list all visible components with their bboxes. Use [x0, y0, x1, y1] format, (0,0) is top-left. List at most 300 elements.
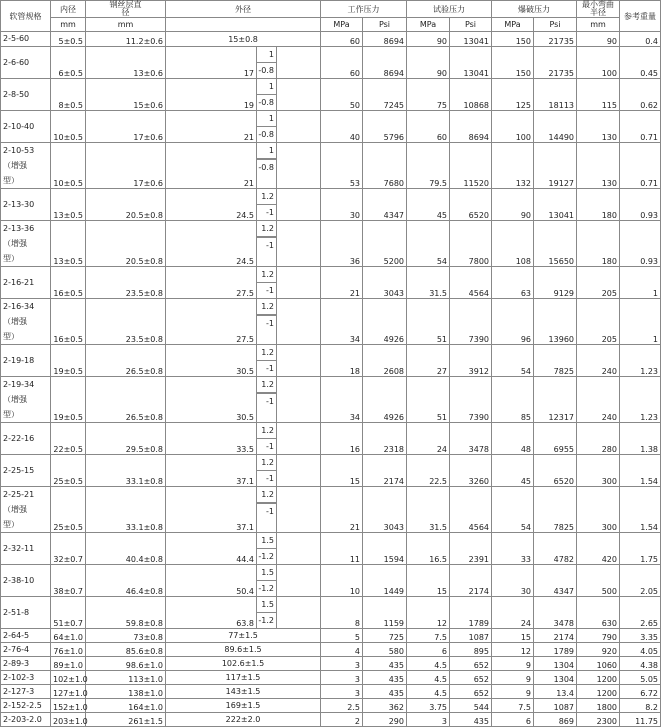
cell-burst-mpa: 24: [492, 597, 534, 629]
tolerance-lower: -1.2: [258, 584, 274, 593]
table-row: [1, 455, 661, 487]
cell-burst-mpa: 6: [492, 713, 534, 727]
tolerance-upper: 1.2: [257, 377, 276, 393]
cell-inner-diameter: 152±1.0: [51, 699, 86, 713]
cell-wire-diameter: 15±0.6: [86, 79, 166, 111]
cell-wire-diameter: 164±1.0: [86, 699, 166, 713]
cell-working-mpa: 10: [321, 565, 363, 597]
table-row: [1, 685, 661, 699]
cell-working-mpa: 30: [321, 189, 363, 221]
cell-burst-psi: 12317: [534, 377, 577, 423]
cell-working-psi: 4926: [363, 377, 407, 423]
cell-wire-diameter: 98.6±1.0: [86, 657, 166, 671]
cell-test-psi: 3260: [450, 455, 492, 487]
cell-min-bend: 130: [577, 111, 620, 143]
cell-burst-psi: 15650: [534, 221, 577, 267]
cell-burst-mpa: 9: [492, 671, 534, 685]
cell-working-mpa: 4: [321, 643, 363, 657]
cell-inner-diameter: 6±0.5: [51, 47, 86, 79]
cell-working-psi: 4347: [363, 189, 407, 221]
header-inner-diameter: 内径: [51, 1, 86, 18]
cell-outer-diameter: 21: [166, 111, 257, 143]
cell-working-mpa: 36: [321, 221, 363, 267]
cell-test-mpa: 51: [407, 299, 450, 345]
model-line: （增强: [3, 395, 27, 404]
cell-burst-psi: 1087: [534, 699, 577, 713]
cell-burst-mpa: 132: [492, 143, 534, 189]
cell-tolerance: [257, 189, 277, 221]
cell-weight: 2.05: [620, 565, 661, 597]
tolerance-upper: 1: [257, 143, 276, 159]
cell-test-mpa: 79.5: [407, 143, 450, 189]
cell-outer-spacer: [277, 455, 321, 487]
cell-weight: 6.72: [620, 685, 661, 699]
cell-tolerance: [257, 565, 277, 597]
cell-tolerance: [257, 533, 277, 565]
model-line: 型）: [3, 332, 19, 341]
cell-wire-diameter: 26.5±0.8: [86, 377, 166, 423]
tolerance-lower: -1: [266, 397, 274, 406]
cell-test-mpa: 31.5: [407, 487, 450, 533]
header-weight: 参考重量: [620, 1, 661, 32]
cell-weight: 2.65: [620, 597, 661, 629]
cell-model: [1, 597, 51, 629]
cell-inner-diameter: 38±0.7: [51, 565, 86, 597]
cell-inner-diameter: 8±0.5: [51, 79, 86, 111]
cell-min-bend: 115: [577, 79, 620, 111]
cell-burst-psi: 13960: [534, 299, 577, 345]
cell-working-psi: 362: [363, 699, 407, 713]
cell-working-mpa: 2.5: [321, 699, 363, 713]
cell-model: [1, 299, 51, 345]
cell-inner-diameter: 13±0.5: [51, 221, 86, 267]
cell-working-mpa: 3: [321, 685, 363, 699]
cell-model: [1, 189, 51, 221]
cell-wire-diameter: 20.5±0.8: [86, 221, 166, 267]
cell-inner-diameter: 127±1.0: [51, 685, 86, 699]
model-line: 2-19-18: [3, 355, 35, 365]
cell-burst-psi: 869: [534, 713, 577, 727]
cell-min-bend: 420: [577, 533, 620, 565]
cell-working-psi: 5200: [363, 221, 407, 267]
cell-working-psi: 5796: [363, 111, 407, 143]
cell-burst-mpa: 15: [492, 629, 534, 643]
cell-inner-diameter: 19±0.5: [51, 345, 86, 377]
cell-burst-psi: 21735: [534, 32, 577, 47]
model-line: 2-16-21: [3, 277, 35, 287]
tolerance-lower: -1: [266, 241, 274, 250]
cell-wire-diameter: 46.4±0.8: [86, 565, 166, 597]
cell-outer-spacer: [277, 377, 321, 423]
cell-inner-diameter: 64±1.0: [51, 629, 86, 643]
cell-outer-diameter: 37.1: [166, 487, 257, 533]
cell-outer-spacer: [277, 267, 321, 299]
table-row: [1, 377, 661, 423]
cell-inner-diameter: 10±0.5: [51, 111, 86, 143]
cell-tolerance: [257, 487, 277, 533]
table-row: [1, 47, 661, 79]
cell-tolerance: [257, 299, 277, 345]
model-line: 型）: [3, 176, 19, 185]
tolerance-upper: 1.5: [257, 597, 276, 613]
cell-burst-mpa: 63: [492, 267, 534, 299]
cell-test-psi: 3478: [450, 423, 492, 455]
cell-wire-diameter: 23.5±0.8: [86, 267, 166, 299]
header-wire-layer: [86, 1, 166, 18]
cell-tolerance: [257, 377, 277, 423]
cell-burst-psi: 19127: [534, 143, 577, 189]
cell-test-psi: 7390: [450, 299, 492, 345]
cell-working-mpa: 34: [321, 299, 363, 345]
model-line: 2-10-53: [3, 146, 35, 155]
cell-wire-diameter: 17±0.6: [86, 111, 166, 143]
cell-working-mpa: 40: [321, 111, 363, 143]
cell-weight: 1: [620, 267, 661, 299]
cell-test-psi: 1789: [450, 597, 492, 629]
cell-working-mpa: 8: [321, 597, 363, 629]
cell-min-bend: 240: [577, 345, 620, 377]
model-line: 2-38-10: [3, 575, 35, 585]
cell-wire-diameter: 13±0.6: [86, 47, 166, 79]
cell-working-psi: 4926: [363, 299, 407, 345]
model-line: （增强: [3, 239, 27, 248]
model-line: 2-127-3: [3, 687, 35, 696]
cell-inner-diameter: 203±1.0: [51, 713, 86, 727]
cell-working-psi: 725: [363, 629, 407, 643]
model-line: 2-25-15: [3, 465, 35, 475]
cell-weight: 4.38: [620, 657, 661, 671]
model-line: （增强: [3, 505, 27, 514]
model-line: （增强: [3, 161, 27, 170]
table-row: [1, 189, 661, 221]
cell-min-bend: 920: [577, 643, 620, 657]
cell-working-mpa: 3: [321, 671, 363, 685]
cell-model: [1, 685, 51, 699]
tolerance-upper: 1.2: [257, 345, 276, 361]
table-row: [1, 221, 661, 267]
cell-test-mpa: 51: [407, 377, 450, 423]
cell-working-mpa: 15: [321, 455, 363, 487]
cell-burst-mpa: 90: [492, 189, 534, 221]
model-line: 型）: [3, 520, 19, 529]
cell-tolerance: [257, 111, 277, 143]
cell-burst-mpa: 54: [492, 487, 534, 533]
cell-working-psi: 290: [363, 713, 407, 727]
cell-test-psi: 1087: [450, 629, 492, 643]
model-line: 2-13-36: [3, 224, 35, 233]
cell-tolerance: [257, 221, 277, 267]
header-working-pressure: 工作压力: [321, 1, 407, 18]
tolerance-upper: 1.5: [257, 565, 276, 581]
cell-tolerance: [257, 423, 277, 455]
tolerance-lower: -1: [266, 364, 274, 373]
cell-test-mpa: 3: [407, 713, 450, 727]
cell-wire-diameter: 59.8±0.8: [86, 597, 166, 629]
cell-burst-psi: 4782: [534, 533, 577, 565]
cell-model: [1, 47, 51, 79]
cell-working-psi: 1159: [363, 597, 407, 629]
model-line: 2-89-3: [3, 659, 30, 668]
cell-weight: 1.75: [620, 533, 661, 565]
cell-working-mpa: 21: [321, 487, 363, 533]
cell-outer-spacer: [277, 143, 321, 189]
tolerance-upper: 1.2: [257, 299, 276, 315]
cell-burst-psi: 21735: [534, 47, 577, 79]
cell-test-mpa: 3.75: [407, 699, 450, 713]
tolerance-upper: 1.2: [257, 455, 276, 471]
cell-burst-psi: 18113: [534, 79, 577, 111]
cell-burst-mpa: 100: [492, 111, 534, 143]
cell-working-mpa: 16: [321, 423, 363, 455]
tolerance-lower: -1: [266, 474, 274, 483]
cell-outer-spacer: [277, 79, 321, 111]
cell-outer-diameter: 143±1.5: [166, 685, 321, 699]
cell-test-psi: 544: [450, 699, 492, 713]
header-wire-layer-line2: 径: [121, 8, 130, 17]
cell-tolerance: [257, 597, 277, 629]
cell-working-psi: 435: [363, 671, 407, 685]
cell-working-mpa: 2: [321, 713, 363, 727]
cell-working-mpa: 3: [321, 657, 363, 671]
cell-working-psi: 1449: [363, 565, 407, 597]
cell-test-mpa: 12: [407, 597, 450, 629]
model-line: 2-76-4: [3, 645, 30, 654]
cell-working-mpa: 11: [321, 533, 363, 565]
unit-mm-wire: mm: [86, 18, 166, 32]
cell-inner-diameter: 25±0.5: [51, 487, 86, 533]
model-line: 2-51-8: [3, 607, 30, 617]
cell-burst-psi: 4347: [534, 565, 577, 597]
cell-burst-mpa: 12: [492, 643, 534, 657]
cell-wire-diameter: 73±0.8: [86, 629, 166, 643]
cell-wire-diameter: 17±0.6: [86, 143, 166, 189]
cell-test-mpa: 22.5: [407, 455, 450, 487]
model-line: 2-13-30: [3, 199, 35, 209]
cell-working-psi: 7245: [363, 79, 407, 111]
cell-min-bend: 130: [577, 143, 620, 189]
tolerance-lower: -0.8: [258, 66, 274, 75]
cell-outer-spacer: [277, 345, 321, 377]
cell-test-psi: 3912: [450, 345, 492, 377]
cell-min-bend: 100: [577, 47, 620, 79]
cell-weight: 11.75: [620, 713, 661, 727]
cell-test-mpa: 75: [407, 79, 450, 111]
cell-outer-diameter: 50.4: [166, 565, 257, 597]
cell-test-mpa: 54: [407, 221, 450, 267]
tolerance-upper: 1: [257, 79, 276, 95]
cell-weight: 1: [620, 299, 661, 345]
model-line: 2-19-34: [3, 380, 35, 389]
cell-outer-diameter: 89.6±1.5: [166, 643, 321, 657]
cell-model: [1, 713, 51, 727]
cell-model: [1, 629, 51, 643]
cell-inner-diameter: 10±0.5: [51, 143, 86, 189]
cell-inner-diameter: 32±0.7: [51, 533, 86, 565]
cell-outer-spacer: [277, 47, 321, 79]
cell-tolerance: [257, 267, 277, 299]
cell-model: [1, 32, 51, 47]
cell-outer-diameter: 21: [166, 143, 257, 189]
cell-test-psi: 13041: [450, 47, 492, 79]
cell-weight: 0.71: [620, 143, 661, 189]
cell-outer-diameter: 37.1: [166, 455, 257, 487]
cell-outer-diameter: 15±0.8: [166, 32, 321, 47]
cell-test-psi: 4564: [450, 267, 492, 299]
model-line: 2-25-21: [3, 490, 35, 499]
cell-model: [1, 377, 51, 423]
header-test-pressure: 试验压力: [407, 1, 492, 18]
cell-burst-mpa: 150: [492, 32, 534, 47]
cell-weight: 4.05: [620, 643, 661, 657]
cell-weight: 8.2: [620, 699, 661, 713]
unit-psi-test: Psi: [450, 18, 492, 32]
cell-test-psi: 2391: [450, 533, 492, 565]
table-row: [1, 267, 661, 299]
cell-burst-mpa: 7.5: [492, 699, 534, 713]
tolerance-upper: 1.2: [257, 189, 276, 205]
cell-outer-diameter: 30.5: [166, 345, 257, 377]
cell-inner-diameter: 16±0.5: [51, 267, 86, 299]
cell-outer-diameter: 169±1.5: [166, 699, 321, 713]
header-model: 软管规格: [1, 1, 51, 32]
tolerance-upper: 1.5: [257, 533, 276, 549]
table-row: [1, 143, 661, 189]
cell-test-mpa: 4.5: [407, 671, 450, 685]
cell-burst-psi: 7825: [534, 487, 577, 533]
table-row: [1, 32, 661, 47]
cell-test-psi: 895: [450, 643, 492, 657]
cell-outer-diameter: 19: [166, 79, 257, 111]
cell-outer-diameter: 17: [166, 47, 257, 79]
model-line: 2-152-2.5: [3, 701, 42, 710]
cell-outer-diameter: 102.6±1.5: [166, 657, 321, 671]
table-row: [1, 565, 661, 597]
tolerance-upper: 1.2: [257, 267, 276, 283]
unit-mm-inner: mm: [51, 18, 86, 32]
cell-model: [1, 345, 51, 377]
cell-wire-diameter: 23.5±0.8: [86, 299, 166, 345]
cell-min-bend: 1200: [577, 685, 620, 699]
tolerance-upper: 1.2: [257, 423, 276, 439]
cell-tolerance: [257, 345, 277, 377]
cell-model: [1, 699, 51, 713]
cell-weight: 0.93: [620, 221, 661, 267]
tolerance-lower: -1.2: [258, 616, 274, 625]
unit-mpa-burst: MPa: [492, 18, 534, 32]
model-line: 2-102-3: [3, 673, 35, 682]
model-line: 2-32-11: [3, 543, 35, 553]
cell-inner-diameter: 102±1.0: [51, 671, 86, 685]
cell-wire-diameter: 113±1.0: [86, 671, 166, 685]
cell-outer-diameter: 222±2.0: [166, 713, 321, 727]
cell-model: [1, 671, 51, 685]
model-line: （增强: [3, 317, 27, 326]
cell-min-bend: 205: [577, 267, 620, 299]
table-row: [1, 111, 661, 143]
cell-min-bend: 1800: [577, 699, 620, 713]
cell-test-psi: 7800: [450, 221, 492, 267]
cell-burst-mpa: 45: [492, 455, 534, 487]
cell-test-psi: 435: [450, 713, 492, 727]
unit-mpa-test: MPa: [407, 18, 450, 32]
cell-burst-mpa: 48: [492, 423, 534, 455]
cell-weight: 0.45: [620, 47, 661, 79]
cell-min-bend: 300: [577, 455, 620, 487]
cell-working-psi: 580: [363, 643, 407, 657]
model-line: 2-5-60: [3, 34, 30, 43]
cell-min-bend: 1200: [577, 671, 620, 685]
cell-burst-psi: 2174: [534, 629, 577, 643]
cell-inner-diameter: 51±0.7: [51, 597, 86, 629]
cell-test-mpa: 4.5: [407, 685, 450, 699]
cell-model: [1, 423, 51, 455]
model-line: 型）: [3, 410, 19, 419]
cell-test-mpa: 16.5: [407, 533, 450, 565]
tolerance-lower: -1: [266, 507, 274, 516]
cell-outer-spacer: [277, 423, 321, 455]
cell-burst-psi: 6520: [534, 455, 577, 487]
cell-tolerance: [257, 47, 277, 79]
cell-weight: 0.93: [620, 189, 661, 221]
cell-outer-diameter: 24.5: [166, 189, 257, 221]
cell-outer-spacer: [277, 221, 321, 267]
header-min-bend: [577, 1, 620, 18]
unit-psi-burst: Psi: [534, 18, 577, 32]
cell-test-mpa: 27: [407, 345, 450, 377]
cell-test-psi: 4564: [450, 487, 492, 533]
cell-burst-psi: 7825: [534, 345, 577, 377]
cell-burst-mpa: 85: [492, 377, 534, 423]
cell-model: [1, 267, 51, 299]
cell-burst-mpa: 33: [492, 533, 534, 565]
unit-outer-blank: [166, 18, 321, 32]
cell-test-psi: 652: [450, 685, 492, 699]
model-line: 2-22-16: [3, 433, 35, 443]
cell-working-mpa: 34: [321, 377, 363, 423]
cell-min-bend: 90: [577, 32, 620, 47]
cell-working-psi: 1594: [363, 533, 407, 565]
cell-outer-diameter: 63.8: [166, 597, 257, 629]
cell-wire-diameter: 11.2±0.6: [86, 32, 166, 47]
tolerance-lower: -0.8: [258, 130, 274, 139]
cell-burst-psi: 1304: [534, 671, 577, 685]
cell-working-psi: 8694: [363, 32, 407, 47]
cell-tolerance: [257, 143, 277, 189]
header-burst-pressure: 爆破压力: [492, 1, 577, 18]
unit-mpa-working: MPa: [321, 18, 363, 32]
model-line: 型）: [3, 254, 19, 263]
table-row: [1, 533, 661, 565]
tolerance-lower: -1: [266, 319, 274, 328]
cell-min-bend: 280: [577, 423, 620, 455]
cell-min-bend: 180: [577, 221, 620, 267]
cell-working-mpa: 18: [321, 345, 363, 377]
cell-weight: 5.05: [620, 671, 661, 685]
cell-weight: 3.35: [620, 629, 661, 643]
table-row: [1, 345, 661, 377]
cell-model: [1, 565, 51, 597]
cell-test-psi: 13041: [450, 32, 492, 47]
cell-tolerance: [257, 79, 277, 111]
cell-inner-diameter: 22±0.5: [51, 423, 86, 455]
cell-working-psi: 435: [363, 685, 407, 699]
cell-min-bend: 205: [577, 299, 620, 345]
cell-inner-diameter: 16±0.5: [51, 299, 86, 345]
cell-test-psi: 7390: [450, 377, 492, 423]
cell-burst-psi: 14490: [534, 111, 577, 143]
header-min-bend-line1: 最小弯曲: [582, 0, 614, 9]
cell-test-psi: 652: [450, 657, 492, 671]
